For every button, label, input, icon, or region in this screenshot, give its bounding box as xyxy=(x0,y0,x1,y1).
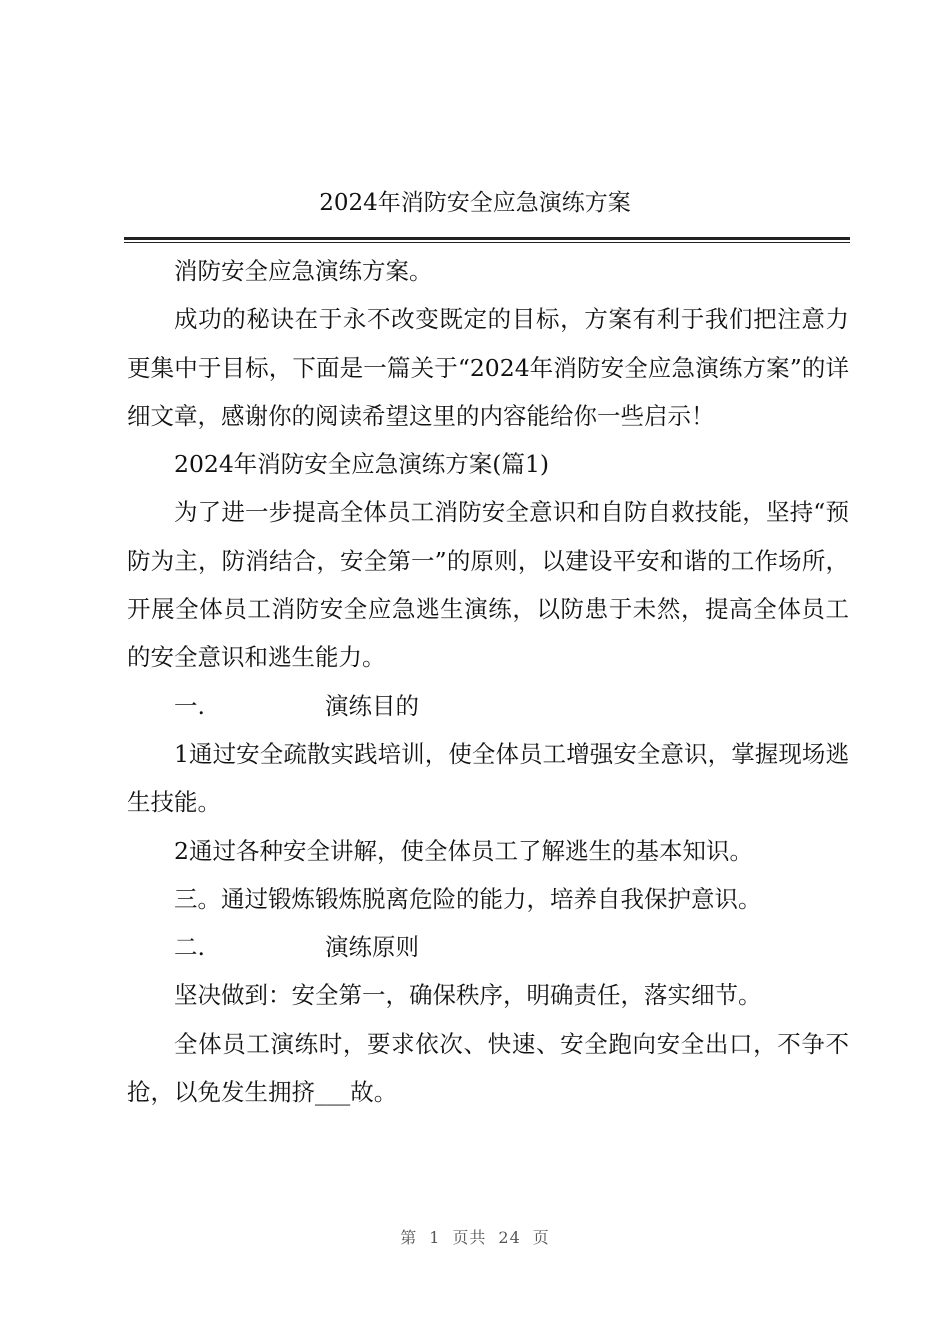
paragraph-intro-title: 消防安全应急演练方案。 xyxy=(174,257,433,285)
document-body xyxy=(127,247,849,1116)
footer-page-number: 1 xyxy=(429,1228,441,1247)
paragraph-purpose: 为了进一步提高全体员工消防安全意识和自防自救技能，坚持“预防为主，防消结合，安全第一”的原则，以建设平安和谐的工作场所，开展全体员工消防安全应急逃生演练，以防患于未然，提高全体员工的安全意识和逃生能力。 xyxy=(127,498,849,672)
footer-prefix: 第 xyxy=(400,1228,418,1247)
footer-middle: 页共 xyxy=(452,1228,487,1247)
section-number: 一. xyxy=(174,691,205,720)
document-title: 2024年消防安全应急演练方案 xyxy=(319,190,631,216)
list-item: 2通过各种安全讲解，使全体员工了解逃生的基本知识。 xyxy=(174,836,753,865)
paragraph-intro: 成功的秘诀在于永不改变既定的目标，方案有利于我们把注意力更集中于目标，下面是一篇关于“2024年消防安全应急演练方案”的详细文章，感谢你的阅读希望这里的内容能给你一些启示！ xyxy=(127,305,849,430)
list-item: 坚决做到：安全第一，确保秩序，明确责任，落实细节。 xyxy=(174,981,762,1010)
list-item: 三。通过锻炼锻炼脱离危险的能力，培养自我保护意识。 xyxy=(174,884,762,913)
page-footer xyxy=(0,1225,950,1248)
footer-total-pages: 24 xyxy=(498,1228,521,1247)
list-item: 全体员工演练时，要求依次、快速、安全跑向安全出口，不争不抢，以免发生拥挤___故。 xyxy=(127,1029,849,1107)
section-title: 演练原则 xyxy=(324,933,419,962)
header-divider-thin xyxy=(124,242,850,243)
paragraph-subtitle: 2024年消防安全应急演练方案(篇1) xyxy=(174,450,550,479)
section-heading-1 xyxy=(127,682,849,730)
header-divider xyxy=(124,237,850,240)
list-item: 1通过安全疏散实践培训，使全体员工增强安全意识，掌握现场逃生技能。 xyxy=(127,739,849,817)
section-heading-2 xyxy=(127,923,849,971)
footer-suffix: 页 xyxy=(532,1228,550,1247)
section-number: 二. xyxy=(174,933,205,962)
section-title: 演练目的 xyxy=(324,691,419,720)
